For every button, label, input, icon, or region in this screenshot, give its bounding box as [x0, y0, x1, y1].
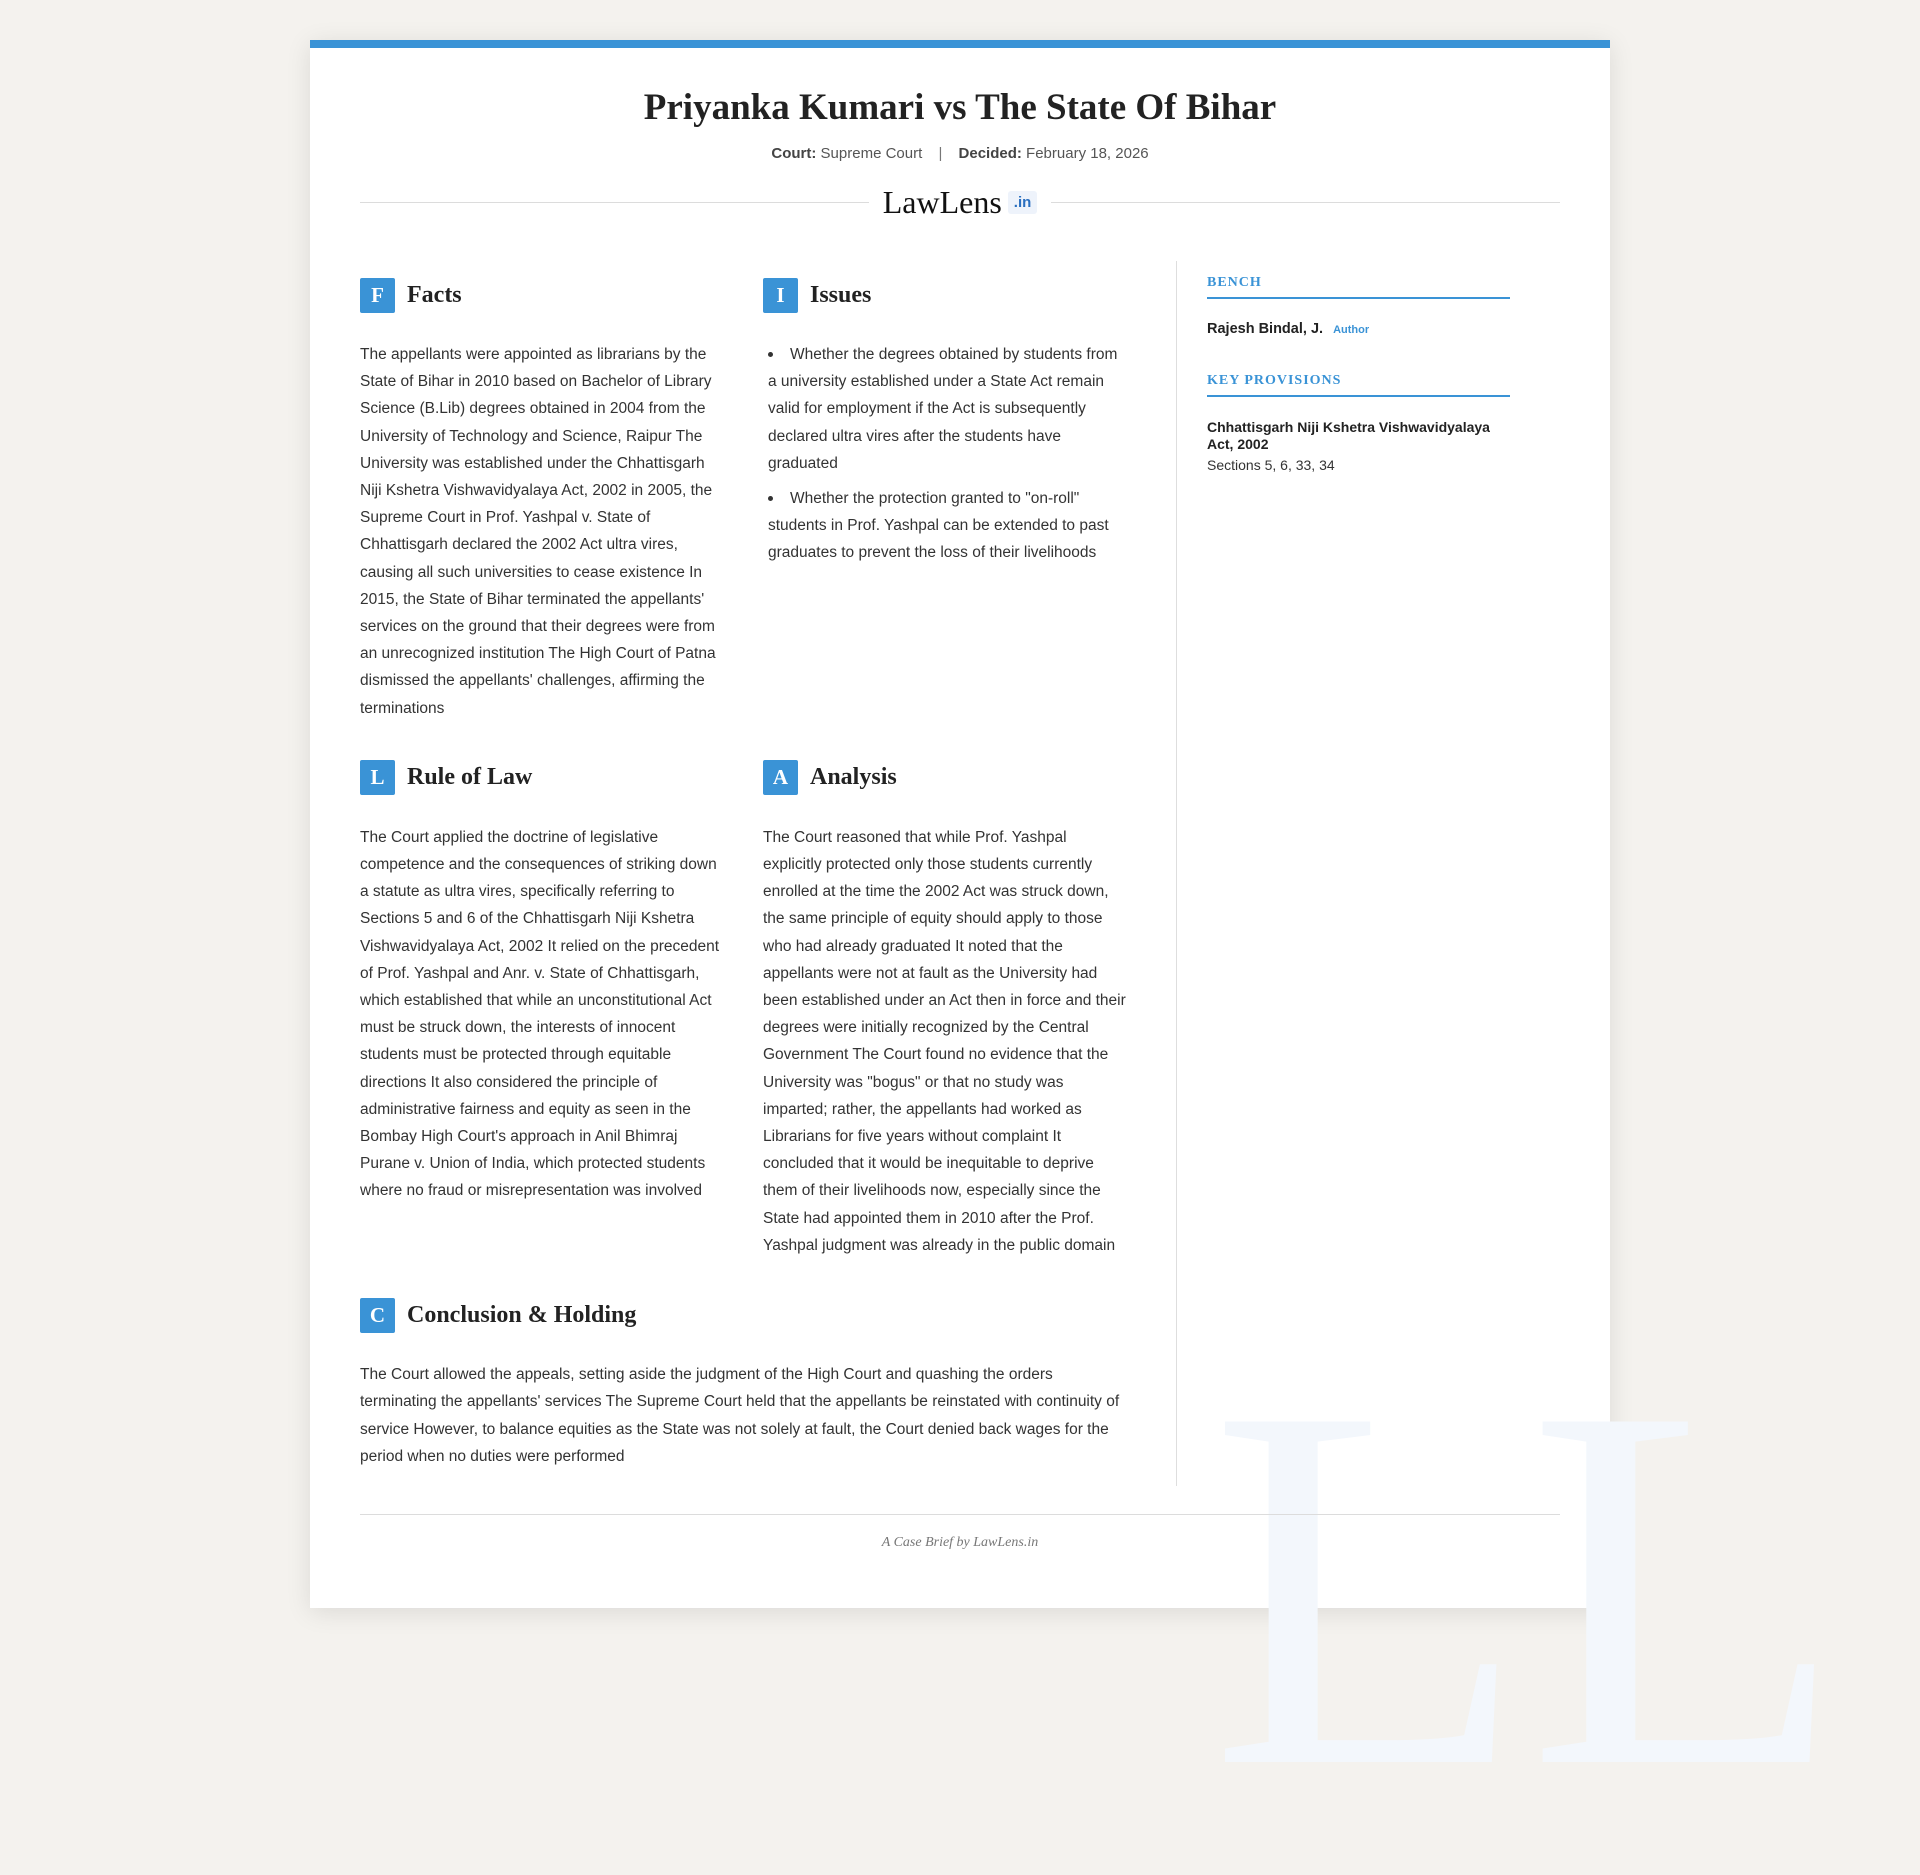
- rule-title: Rule of Law: [407, 764, 533, 791]
- sections-grid: [360, 277, 1134, 1486]
- rule-body: The Court applied the doctrine of legislative competence and the consequences of striking down a statute as ultra vires, specifically referring to Sections 5 and 6 of the Chhattisgarh Niji Kshetra Vishwavidyalaya Act, 2002 It relied on the precedent of Prof. Yashpal and Anr. v. State of Chhattisgarh, which established that while an unconstitutional Act must be struck down, the interests of innocent students must be protected through equitable directions It also considered the principle of administrative fairness and equity as seen in the Bombay High Court's approach in Anil Bhimraj Purane v. Union of India, which protected students where no fraud or misrepresentation was involved: [360, 828, 720, 1200]
- facts-body: The appellants were appointed as librarians by the State of Bihar in 2010 based on Bachelor of Library Science (B.Lib) degrees obtained in 2004 from the University of Technology and Science, Raipur The University was established under the Chhattisgarh Niji Kshetra Vishwavidyalaya Act, 2002 in 2005, the Supreme Court in Prof. Yashpal v. State of Chhattisgarh declared the 2002 Act ultra vires, causing all such universities to cease existence In 2015, the State of Bihar terminated the appellants' services on the ground that their degrees were from an unrecognized institution The High Court of Patna dismissed the appellants' challenges, affirming the terminations: [360, 346, 716, 717]
- bullet-icon: [768, 352, 773, 357]
- divider-left: [360, 202, 869, 203]
- court-label: Court:: [771, 145, 817, 162]
- issues-header: [763, 277, 1129, 313]
- conclusion-body: The Court allowed the appeals, setting aside the judgment of the High Court and quashing the orders terminating the appellants' services The Supreme Court held that the appellants be reinstated with continuity of service However, to balance equities as the State was not solely at fault, the Court denied back wages for the period when no duties were performed: [360, 1366, 1120, 1465]
- brief-header: [310, 48, 1610, 221]
- conclusion-title: Conclusion & Holding: [407, 1301, 637, 1328]
- bench-heading: BENCH: [1207, 275, 1510, 299]
- rule-header: [360, 760, 726, 796]
- conclusion-letter-badge: C: [360, 1298, 395, 1333]
- meta-separator: |: [938, 145, 943, 162]
- issues-title: Issues: [810, 281, 872, 308]
- court-value: Supreme Court: [820, 145, 923, 162]
- judge-role-badge: Author: [1333, 324, 1370, 336]
- case-title: Priyanka Kumari vs The State Of Bihar: [643, 87, 1277, 128]
- brand-logo: [869, 184, 1052, 221]
- issues-letter-badge: I: [763, 278, 798, 313]
- facts-title: Facts: [407, 281, 462, 308]
- issue-item: [763, 485, 1129, 567]
- provision-act: Chhattisgarh Niji Kshetra Vishwavidyalaya Act, 2002: [1207, 419, 1490, 452]
- brand-row: [360, 184, 1560, 221]
- brief-footer: A Case Brief by LawLens.in: [360, 1514, 1560, 1551]
- issues-list: [763, 341, 1129, 567]
- brand-watermark: LL: [1210, 1300, 1846, 1875]
- conclusion-header: [360, 1297, 1129, 1333]
- brief-content: [310, 261, 1610, 1486]
- divider-right: [1051, 202, 1560, 203]
- issue-text: Whether the protection granted to "on-roll" students in Prof. Yashpal can be extended to past graduates to prevent the loss of their livelihoods: [768, 490, 1109, 562]
- decided-label: Decided:: [958, 145, 1022, 162]
- issue-text: Whether the degrees obtained by students from a university established under a State Act remain valid for employment if the Act is subsequently declared ultra vires after the students have graduated: [768, 346, 1118, 472]
- analysis-title: Analysis: [810, 764, 897, 791]
- rule-of-law-section: [360, 760, 726, 1259]
- facts-letter-badge: F: [360, 278, 395, 313]
- judge-name: Rajesh Bindal, J.: [1207, 321, 1324, 337]
- analysis-section: [763, 760, 1129, 1259]
- issue-item: [763, 341, 1129, 477]
- provisions-heading: KEY PROVISIONS: [1207, 373, 1510, 397]
- analysis-body: The Court reasoned that while Prof. Yashpal explicitly protected only those students currently enrolled at the time the 2002 Act was struck down, the same principle of equity should apply to those who had already graduated It noted that the appellants were not at fault as the University had been established under an Act then in force and their degrees were initially recognized by the Central Government The Court found no evidence that the University was "bogus" or that no study was imparted; rather, the appellants had worked as Librarians for five years without complaint It concluded that it would be inequitable to deprive them of their livelihoods now, especially since the State had appointed them in 2010 after the Prof. Yashpal judgment was already in the public domain: [763, 828, 1126, 1254]
- brand-name: LawLens: [882, 184, 1002, 220]
- issues-section: [763, 277, 1129, 722]
- analysis-letter-badge: A: [763, 760, 798, 795]
- facts-header: [360, 277, 726, 313]
- main-column: [310, 261, 1177, 1486]
- bench-judge: [1207, 321, 1510, 337]
- brand-tld-badge: .in: [1008, 191, 1038, 214]
- bullet-icon: [768, 496, 773, 501]
- conclusion-section: [360, 1297, 1129, 1470]
- sidebar: [1177, 261, 1560, 1486]
- case-meta: [310, 145, 1610, 162]
- analysis-header: [763, 760, 1129, 796]
- decided-value: February 18, 2026: [1026, 145, 1149, 162]
- case-brief-page: [310, 40, 1846, 1875]
- facts-section: [360, 277, 726, 722]
- rule-letter-badge: L: [360, 760, 395, 795]
- provision-sections: Sections 5, 6, 33, 34: [1207, 457, 1335, 473]
